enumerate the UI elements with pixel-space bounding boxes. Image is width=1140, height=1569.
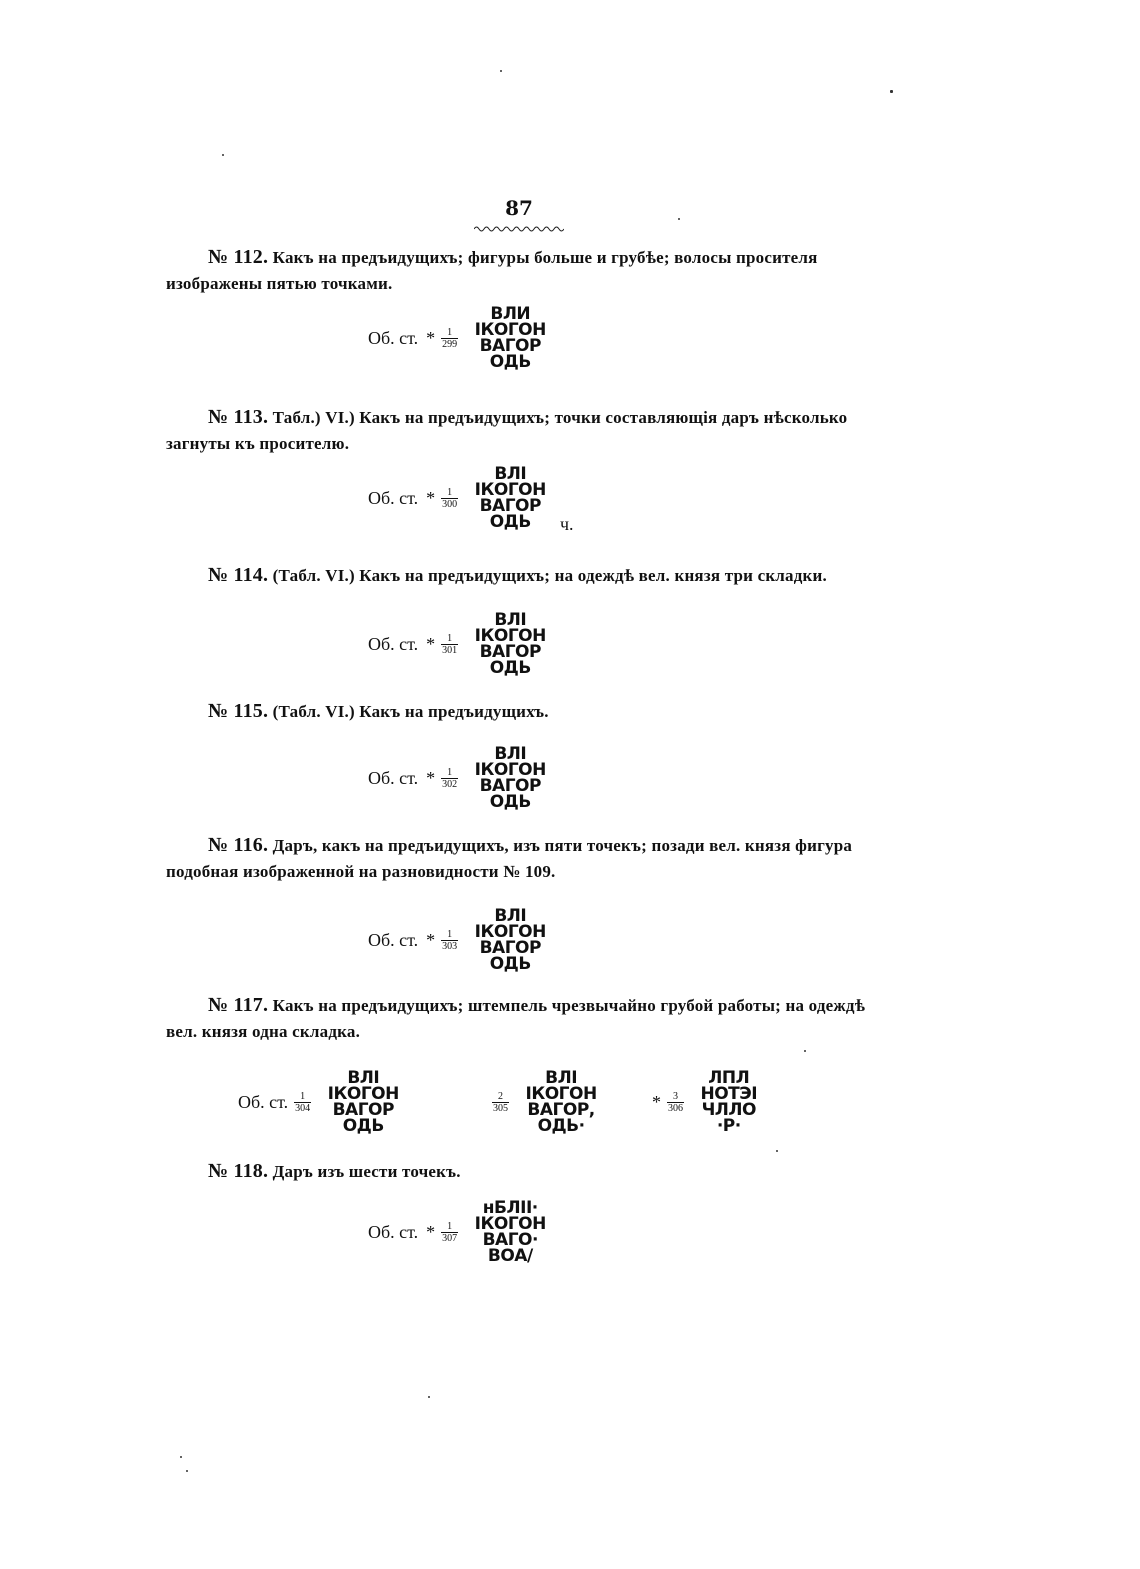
entry-number: № 114. — [208, 564, 269, 586]
entry-number: № 112. — [208, 246, 269, 268]
coin-description — [368, 908, 546, 972]
coin-label: Об. ст. — [368, 929, 419, 950]
scan-speck — [180, 1456, 182, 1458]
scan-speck — [500, 70, 502, 72]
coin-legend: ЛПЛ НОТЭІ ЧЛЛО ·Р· — [700, 1068, 758, 1136]
entry-number: № 116. — [208, 834, 269, 856]
plate-fraction: $\frac{2}{305}$ — [493, 1090, 508, 1114]
entry-text: Какъ на предъидущихъ; фигуры больше и грубѣе; волосы просителя изображены пятью точками. — [166, 248, 818, 293]
plate-fraction: $\frac{1}{303}$ — [442, 928, 458, 952]
entry-number: № 113. — [208, 406, 269, 428]
entry-text: (Табл. VI.) Какъ на предъидущихъ. — [272, 702, 549, 721]
coin-legend: ВЛИ ІКОГОН ВАГОР ОДЬ — [474, 304, 546, 372]
plate-fraction: $\frac{1}{300}$ — [442, 486, 458, 510]
coin-label: Об. ст. — [368, 633, 419, 654]
plate-fraction: $\frac{1}{302}$ — [442, 766, 458, 790]
coin-description — [368, 746, 546, 810]
star-mark: * — [426, 487, 436, 508]
plate-fraction: $\frac{3}{306}$ — [668, 1090, 683, 1114]
entry-113 — [166, 404, 872, 457]
entry-112 — [166, 244, 872, 297]
coin-label: Об. ст. — [368, 327, 419, 348]
coin-description — [368, 466, 546, 530]
coin-description — [368, 1200, 546, 1264]
coin-legend: ВЛІ ІКОГОН ВАГОР ОДЬ — [474, 464, 546, 532]
entry-text: (Табл. VI.) Какъ на предъидущихъ; на одеждѣ вел. князя три складки. — [272, 566, 827, 585]
entry-116 — [166, 832, 872, 885]
entry-text: Какъ на предъидущихъ; штемпель чрезвычайно грубой работы; на одеждѣ вел. князя одна складка. — [166, 996, 866, 1041]
entry-115 — [166, 698, 872, 725]
coin-note: ч. — [560, 514, 574, 534]
coin-legend: ВЛІ ІКОГОН ВАГОР ОДЬ — [327, 1068, 399, 1136]
scan-speck — [776, 1150, 778, 1152]
entry-number: № 117. — [208, 994, 269, 1016]
coin-label: Об. ст. — [368, 767, 419, 788]
entry-117 — [166, 992, 872, 1045]
coin-description — [652, 1070, 757, 1134]
scan-speck — [186, 1470, 188, 1472]
plate-fraction: $\frac{1}{301}$ — [442, 632, 458, 656]
star-mark: * — [426, 633, 436, 654]
coin-description — [238, 1070, 399, 1134]
coin-label: Об. ст. — [368, 487, 419, 508]
coin-legend: ВЛІ ІКОГОН ВАГОР ОДЬ — [474, 906, 546, 974]
coin-legend: ВЛІ ІКОГОН ВАГОР, ОДЬ· — [525, 1068, 597, 1136]
entry-text: Даръ, какъ на предъидущихъ, изъ пяти точекъ; позади вел. князя фигура подобная изображенной на разновидности № 109. — [166, 836, 853, 881]
entry-number: № 118. — [208, 1160, 269, 1182]
entry-118 — [166, 1158, 872, 1185]
scan-speck — [428, 1396, 430, 1398]
plate-fraction: $\frac{1}{299}$ — [442, 326, 458, 350]
coin-legend: ВЛІ ІКОГОН ВАГОР ОДЬ — [474, 610, 546, 678]
scan-speck — [804, 1050, 806, 1052]
coin-description — [368, 306, 546, 370]
entry-number: № 115. — [208, 700, 269, 722]
star-mark: * — [426, 929, 436, 950]
page-number-underline — [474, 218, 564, 237]
entry-text: Даръ изъ шести точекъ. — [272, 1162, 461, 1181]
coin-description — [368, 612, 546, 676]
coin-description — [492, 1070, 597, 1134]
star-mark: * — [652, 1091, 661, 1112]
star-mark: * — [426, 1221, 436, 1242]
coin-label: Об. ст. — [368, 1221, 419, 1242]
page-number: 87 — [505, 196, 533, 220]
scan-speck — [222, 154, 224, 156]
entry-114 — [166, 562, 872, 589]
star-mark: * — [426, 327, 436, 348]
plate-fraction: $\frac{1}{307}$ — [442, 1220, 458, 1244]
coin-label: Об. ст. — [238, 1091, 289, 1112]
coin-legend: нБЛІІ· ІКОГОН ВАГО· ВОА/ — [474, 1198, 546, 1266]
scan-speck — [890, 90, 893, 93]
entry-text: Табл.) VI.) Какъ на предъидущихъ; точки составляющія даръ нѣсколько загнуты къ просителю. — [166, 408, 848, 453]
plate-fraction: $\frac{1}{304}$ — [295, 1090, 311, 1114]
scan-speck — [678, 218, 680, 220]
star-mark: * — [426, 767, 436, 788]
coin-legend: ВЛІ ІКОГОН ВАГОР ОДЬ — [474, 744, 546, 812]
